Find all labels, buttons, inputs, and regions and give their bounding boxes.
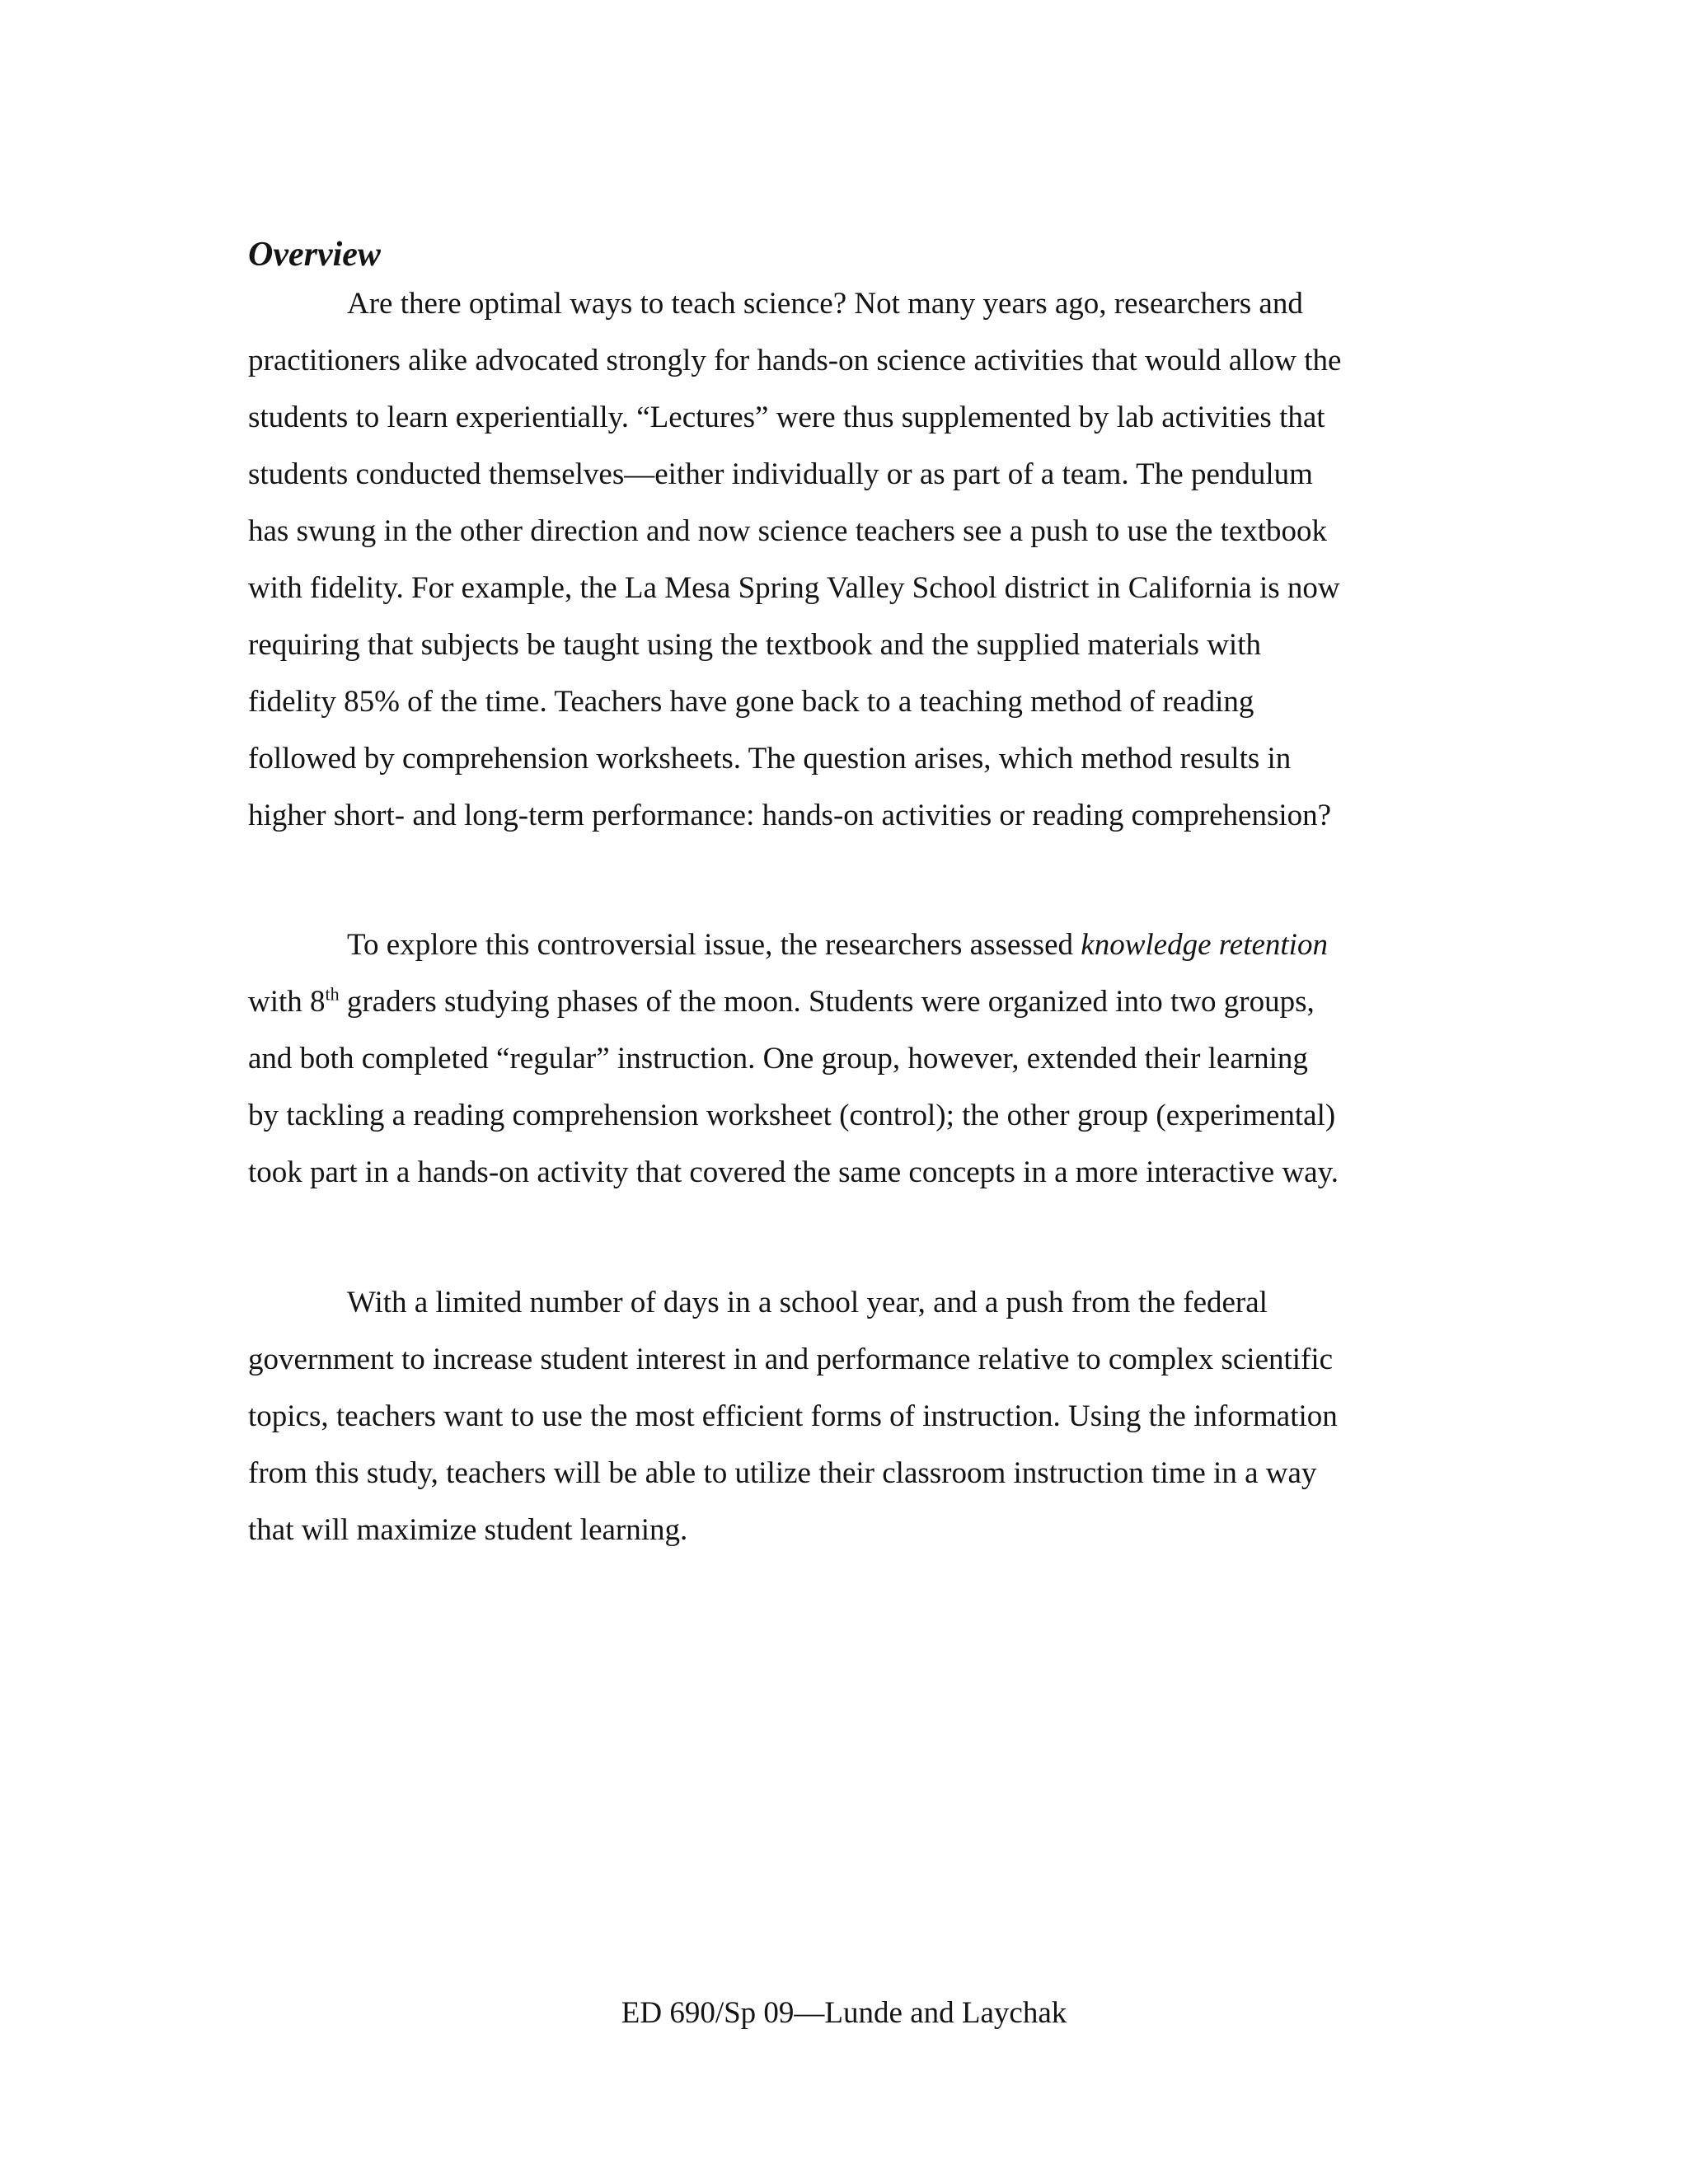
- text-line: students to learn experientially. “Lectures” were thus supplemented by lab activities that: [248, 401, 1325, 434]
- text-line: and both completed “regular” instruction. One group, however, extended their learning: [248, 1042, 1308, 1076]
- text-line: fidelity 85% of the time. Teachers have gone back to a teaching method of reading: [248, 685, 1254, 719]
- line-text: To explore this controversial issue, the researchers assessed: [347, 928, 1081, 962]
- text-line: With a limited number of days in a school year, and a push from the federal: [347, 1286, 1268, 1319]
- text-line: government to increase student interest in and performance relative to complex scientific: [248, 1343, 1334, 1376]
- text-line: took part in a hands-on activity that covered the same concepts in a more interactive way.: [248, 1155, 1339, 1189]
- text-line: [248, 973, 1451, 1030]
- line-text: graders studying phases of the moon. Students were organized into two groups,: [339, 985, 1315, 1019]
- paragraph-1: [248, 275, 1451, 844]
- text-line: from this study, teachers will be able to utilize their classroom instruction time in a way: [248, 1456, 1317, 1490]
- italic-term: knowledge retention: [1081, 928, 1328, 962]
- text-line: has swung in the other direction and now science teachers see a push to use the textbook: [248, 514, 1328, 548]
- section-heading: Overview: [248, 236, 381, 274]
- text-line: followed by comprehension worksheets. The question arises, which method results in: [248, 742, 1292, 776]
- text-line: that will maximize student learning.: [248, 1513, 688, 1547]
- text-line: Are there optimal ways to teach science? Not many years ago, researchers and: [347, 287, 1303, 321]
- page-footer: ED 690/Sp 09—Lunde and Laychak: [621, 1996, 1067, 2030]
- text-line: topics, teachers want to use the most efficient forms of instruction. Using the information: [248, 1399, 1338, 1433]
- text-line: by tackling a reading comprehension worksheet (control); the other group (experimental): [248, 1099, 1336, 1132]
- paragraph-3: [248, 1274, 1451, 1558]
- ordinal-superscript: th: [325, 983, 340, 1005]
- text-line: practitioners alike advocated strongly for hands-on science activities that would allow the: [248, 344, 1342, 377]
- line-text: with 8: [248, 985, 326, 1019]
- text-line: students conducted themselves—either individually or as part of a team. The pendulum: [248, 457, 1313, 491]
- text-line: with fidelity. For example, the La Mesa Spring Valley School district in California is now: [248, 571, 1340, 605]
- text-line: [248, 916, 1451, 973]
- paragraph-2: [248, 916, 1451, 1201]
- text-line: requiring that subjects be taught using the textbook and the supplied materials with: [248, 628, 1261, 662]
- text-line: higher short- and long-term performance: hands-on activities or reading comprehension?: [248, 799, 1332, 832]
